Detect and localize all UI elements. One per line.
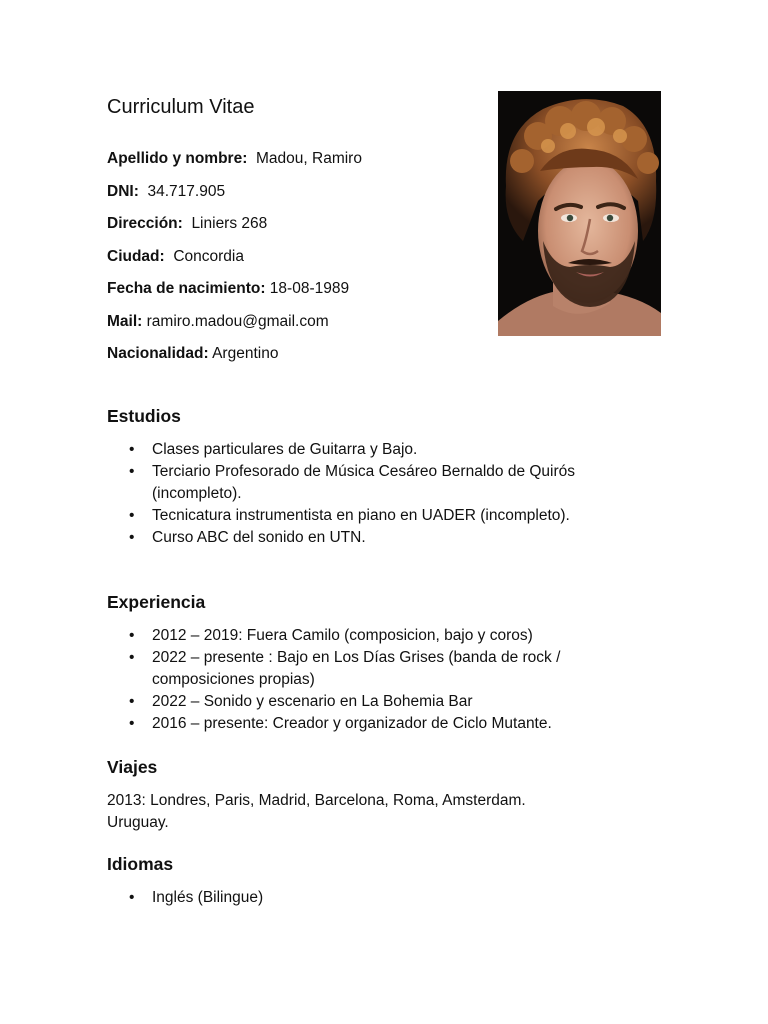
info-value: ramiro.madou@gmail.com — [146, 312, 329, 330]
list-item-text: Curso ABC del sonido en UTN. — [152, 529, 366, 546]
info-value: Madou, Ramiro — [256, 150, 362, 167]
bullet-icon: • — [129, 693, 135, 710]
estudios-list — [107, 439, 627, 549]
list-item-text: Tecnicatura instrumentista en piano en UADER (incompleto). — [152, 507, 570, 524]
list-item-text: 2016 – presente: Creador y organizador de Ciclo Mutante. — [152, 715, 552, 732]
list-item — [107, 691, 627, 713]
bullet-icon: • — [129, 715, 135, 732]
info-label: Ciudad: — [107, 247, 165, 265]
list-item — [107, 527, 627, 549]
section-heading-estudios: Estudios — [107, 406, 181, 426]
bullet-icon: • — [129, 529, 135, 546]
info-row-fecha-nacimiento — [107, 279, 477, 299]
personal-info — [107, 149, 477, 377]
list-item — [107, 461, 627, 505]
info-value: Liniers 268 — [191, 215, 268, 232]
list-item — [107, 887, 627, 909]
info-row-ciudad — [107, 247, 477, 267]
list-item — [107, 439, 627, 461]
info-label: DNI: — [107, 182, 139, 200]
idiomas-list — [107, 887, 627, 909]
info-row-mail — [107, 312, 477, 332]
list-item-text: Inglés (Bilingue) — [152, 889, 264, 906]
portrait-photo — [498, 91, 661, 336]
info-label: Fecha de nacimiento: — [107, 280, 266, 297]
list-item — [107, 713, 627, 735]
bullet-icon: • — [129, 889, 135, 906]
list-item-text: Clases particulares de Guitarra y Bajo. — [152, 441, 418, 458]
info-label: Nacionalidad: — [107, 345, 209, 362]
info-label: Mail: — [107, 312, 143, 330]
section-heading-idiomas: Idiomas — [107, 854, 174, 874]
bullet-icon: • — [129, 627, 135, 644]
info-row-nombre — [107, 149, 477, 169]
info-row-direccion — [107, 214, 477, 234]
list-item-text: 2022 – presente : Bajo en Los Días Grises (banda de rock / composiciones propias) — [152, 649, 561, 688]
viajes-text: 2013: Londres, Paris, Madrid, Barcelona, Roma, Amsterdam. Uruguay. — [107, 792, 526, 831]
list-item-text: 2012 – 2019: Fuera Camilo (composicion, bajo y coros) — [152, 627, 533, 644]
info-row-nacionalidad — [107, 344, 477, 364]
portrait-illustration — [498, 91, 661, 336]
bullet-icon: • — [129, 441, 135, 458]
section-heading-experiencia: Experiencia — [107, 592, 206, 612]
list-item — [107, 647, 572, 691]
info-value: Argentino — [212, 345, 279, 362]
bullet-icon: • — [129, 507, 135, 524]
list-item — [107, 505, 627, 527]
bullet-icon: • — [129, 649, 135, 666]
info-label: Dirección: — [107, 215, 183, 232]
info-value: Concordia — [173, 247, 244, 265]
info-value: 18-08-1989 — [269, 280, 350, 297]
document-title: Curriculum Vitae — [107, 96, 255, 118]
info-value: 34.717.905 — [147, 182, 226, 200]
list-item — [107, 625, 627, 647]
list-item-text: Terciario Profesorado de Música Cesáreo Bernaldo de Quirós (incompleto). — [152, 463, 576, 502]
bullet-icon: • — [129, 463, 135, 480]
section-heading-viajes: Viajes — [107, 757, 158, 777]
info-row-dni — [107, 182, 477, 202]
list-item-text: 2022 – Sonido y escenario en La Bohemia Bar — [152, 693, 473, 710]
experiencia-list — [107, 625, 627, 735]
info-label: Apellido y nombre: — [107, 150, 248, 167]
